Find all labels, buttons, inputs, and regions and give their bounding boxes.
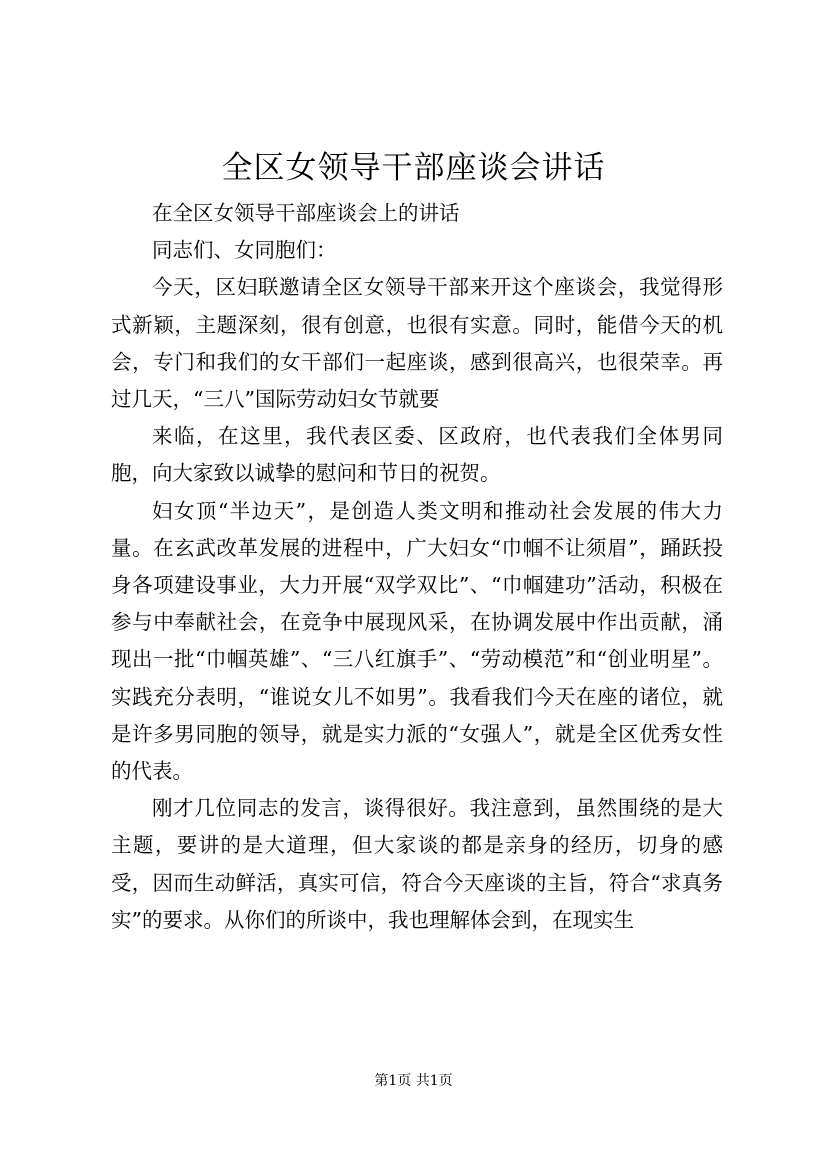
body-paragraph: 刚才几位同志的发言，谈得很好。我注意到，虽然围绕的是大主题，要讲的是大道理，但大家谈的都是亲身的经历，切身的感受，因而生动鲜活，真实可信，符合今天座谈的主旨，符合“求真务实”的要求。从你们的所谈中，我也理解体会到，在现实生 [111, 796, 723, 932]
document-body [111, 195, 723, 939]
body-paragraph: 来临，在这里，我代表区委、区政府，也代表我们全体男同胞，向大家致以诚挚的慰问和节日的祝贺。 [111, 424, 723, 486]
body-paragraph: 妇女顶“半边天”，是创造人类文明和推动社会发展的伟大力量。在玄武改革发展的进程中，广大妇女“巾帼不让须眉”，踊跃投身各项建设事业，大力开展“双学双比”、“巾帼建功”活动，积极在参与中奉献社会，在竞争中展现风采，在协调发展中作出贡献，涌现出一批“巾帼英雄”、“三八红旗手”、“劳动模范”和“创业明星”。实践充分表明，“谁说女儿不如男”。我看我们今天在座的诸位，就是许多男同胞的领导，就是实力派的“女强人”，就是全区优秀女性的代表。 [111, 498, 723, 784]
salutation-paragraph: 同志们、女同胞们： [152, 238, 337, 263]
body-paragraph: 今天，区妇联邀请全区女领导干部来开这个座谈会，我觉得形式新颖，主题深刻，很有创意，也很有实意。同时，能借今天的机会，专门和我们的女干部们一起座谈，感到很高兴，也很荣幸。再过几天，“三八”国际劳动妇女节就要 [111, 275, 723, 412]
document-title: 全区女领导干部座谈会讲话 [221, 150, 606, 186]
subtitle-paragraph: 在全区女领导干部座谈会上的讲话 [152, 201, 460, 225]
page-number-footer: 第1页 共1页 [374, 1073, 453, 1089]
